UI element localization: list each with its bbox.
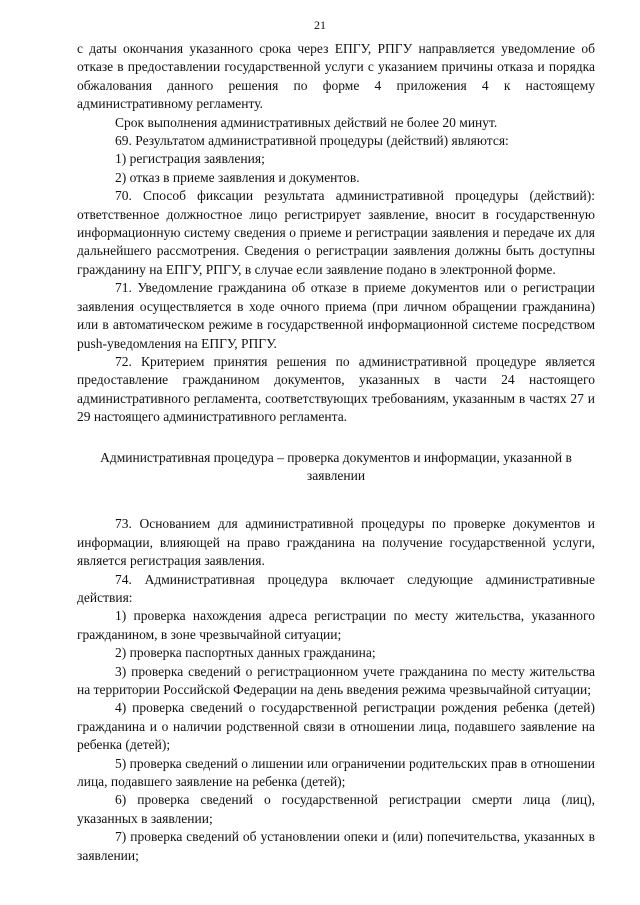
paragraph-time: Срок выполнения административных действий не более 20 минут. <box>115 114 498 130</box>
paragraph-p74-2: 2) проверка паспортных данных гражданина; <box>115 645 376 661</box>
section-heading: Административная процедура – проверка документов и информации, указанной в заявлении <box>100 449 572 483</box>
paragraph-p70: 70. Способ фиксации результата административной процедуры (действий): ответственное должностное лицо регистрирует заявление, вносит в государственную информационную систему сведения о приеме и регистрации заявления и передаче их для дальнейшего рассмотрения. Сведения о регистрации заявления должны быть доступны гражданину на ЕПГУ, РПГУ, в случае если заявление подано в электронной форме. <box>77 188 595 277</box>
paragraph-p73: 73. Основанием для административной процедуры по проверке документов и информации, влияющей на право гражданина на получение государственной услуги, является регистрация заявления. <box>77 516 595 569</box>
paragraph-p69: 69. Результатом административной процедуры (действий) являются: <box>115 133 509 149</box>
paragraph-p71: 71. Уведомление гражданина об отказе в приеме документов или о регистрации заявления осуществляется в ходе очного приема (при личном обращении гражданина) или в автоматическом режиме в государственной информационной системе посредством push-уведомления на ЕПГУ, РПГУ. <box>77 280 595 351</box>
paragraph-p74-5: 5) проверка сведений о лишении или ограничении родительских прав в отношении лица, подавшего заявление на ребенка (детей); <box>77 755 595 790</box>
paragraph-p72: 72. Критерием принятия решения по административной процедуре является предоставление гражданином документов, указанных в части 24 настоящего административного регламента, соответствующих требованиям, указанным в частях 27 и 29 настоящего административного регламента. <box>77 353 595 425</box>
paragraph-p74-6: 6) проверка сведений о государственной регистрации смерти лица (лиц), указанных в заявлении; <box>77 792 595 826</box>
document-body <box>77 40 595 865</box>
paragraph-p74-4: 4) проверка сведений о государственной регистрации рождения ребенка (детей) гражданина и о наличии родственной связи в отношении лица, подавшего заявление на ребенка (детей); <box>77 700 595 753</box>
paragraph-cont: с даты окончания указанного срока через ЕПГУ, РПГУ направляется уведомление об отказе в предоставлении государственной услуги с указанием причины отказа и порядка обжалования данного решения по форме 4 приложения 4 к настоящему административному регламенту. <box>77 41 595 112</box>
top-paragraphs <box>77 40 595 427</box>
paragraph-p74-7: 7) проверка сведений об установлении опеки и (или) попечительства, указанных в заявлении; <box>77 829 595 863</box>
bottom-paragraphs <box>77 515 595 865</box>
paragraph-p69-2: 2) отказ в приеме заявления и документов. <box>115 169 360 185</box>
page-number: 21 <box>314 18 326 32</box>
paragraph-p74-3: 3) проверка сведений о регистрационном учете гражданина по месту жительства на территории Российской Федерации на день введения режима чрезвычайной ситуации; <box>77 663 595 697</box>
paragraph-p74-1: 1) проверка нахождения адреса регистрации по месту жительства, указанного гражданином, в зоне чрезвычайной ситуации; <box>77 608 595 642</box>
paragraph-p74: 74. Административная процедура включает следующие административные действия: <box>77 571 595 605</box>
paragraph-p69-1: 1) регистрация заявления; <box>115 151 265 167</box>
